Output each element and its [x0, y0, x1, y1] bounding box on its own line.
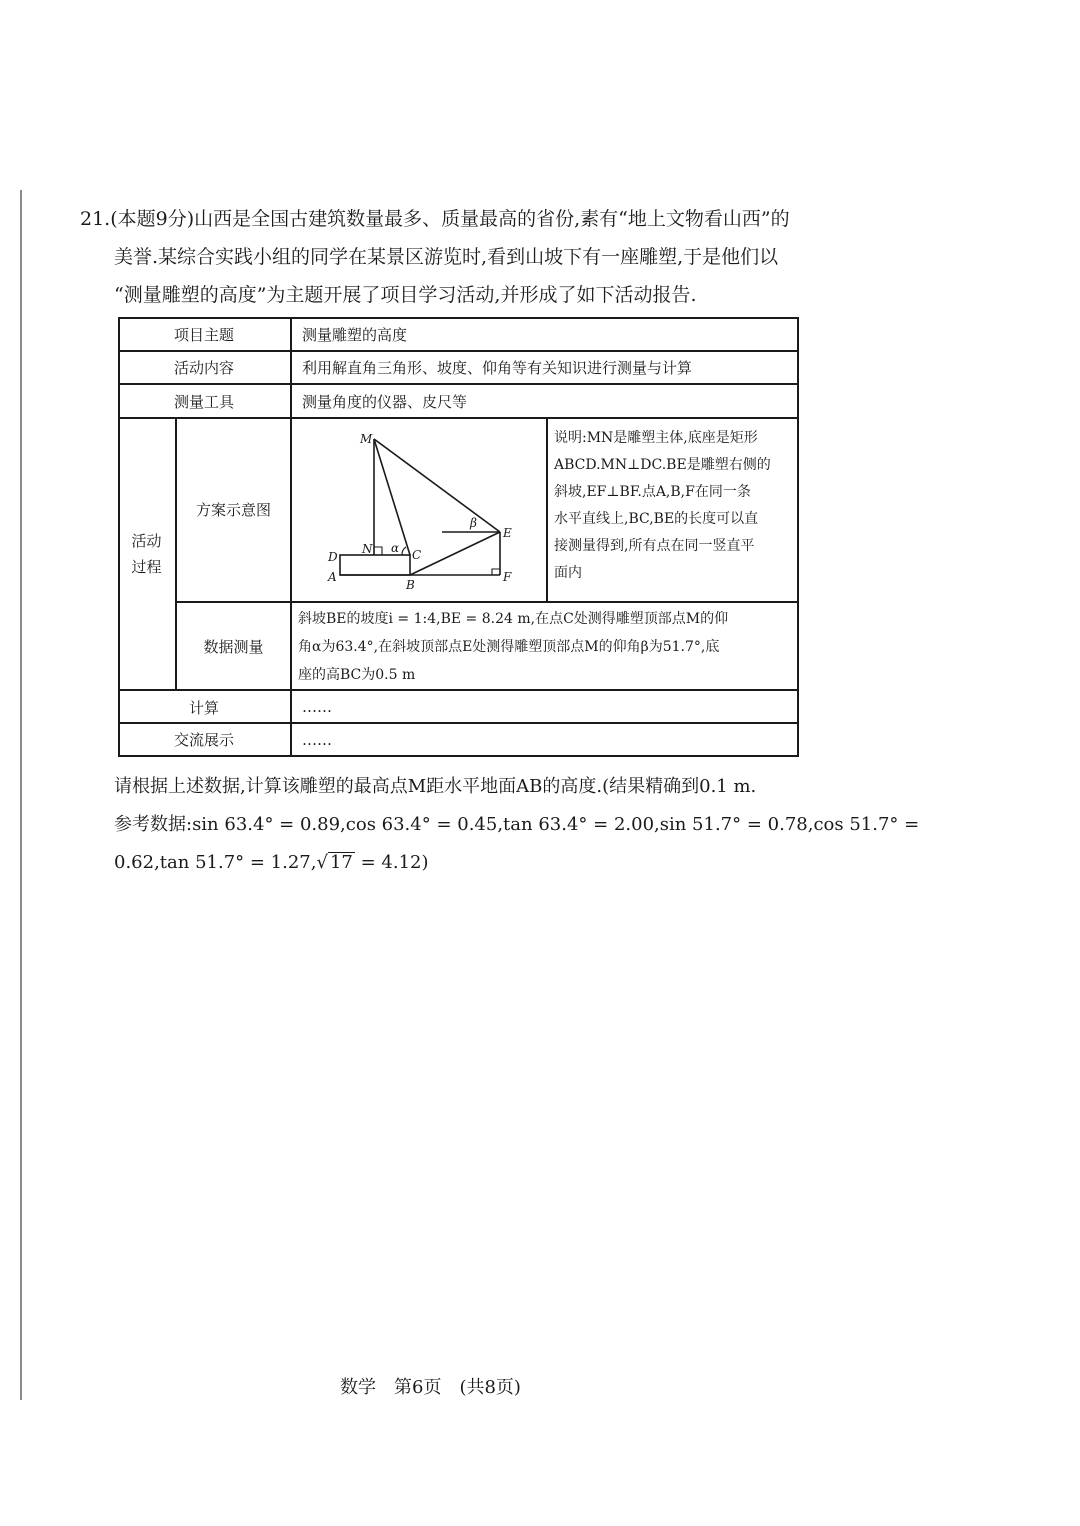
row-value-tools: 测量角度的仪器、皮尺等: [302, 392, 468, 411]
label-a: A: [328, 570, 337, 584]
activity-report-table: [118, 317, 799, 757]
label-alpha: α: [391, 541, 400, 555]
data-label: 数据测量: [203, 637, 264, 656]
label-e: E: [503, 526, 512, 540]
row-label-content: 活动内容: [173, 359, 234, 377]
row-value-calc: ……: [302, 698, 332, 716]
label-c: C: [412, 548, 422, 562]
process-label-1: 活动: [131, 532, 162, 550]
label-f: F: [503, 570, 512, 584]
footer-total: (共8页): [459, 1377, 521, 1398]
note-line: 接测量得到,所有点在同一竖直平: [554, 538, 755, 554]
diagram-note: [554, 425, 796, 587]
row-value-content: 利用解直角三角形、坡度、仰角等有关知识进行测量与计算: [302, 359, 693, 377]
sqrt-radicand: 17: [329, 852, 353, 873]
data-line: 座的高BC为0.5 m: [298, 667, 416, 683]
label-d: D: [328, 550, 338, 564]
question-line-1: [80, 200, 820, 238]
process-label: [118, 419, 175, 689]
row-label-share: 交流展示: [173, 731, 234, 749]
question-21: [80, 200, 820, 314]
row-label-topic: 项目主题: [173, 325, 234, 344]
row-label-tools: 测量工具: [173, 392, 234, 411]
slope-be: [410, 532, 500, 575]
tail-line-2: 参考数据:sin 63.4° = 0.89,cos 63.4° = 0.45,tan 63.4° = 2.00,sin 51.7° = 0.78,cos 51.7° =: [114, 814, 920, 835]
tail-line-1: 请根据上述数据,计算该雕塑的最高点M距水平地面AB的高度.(结果精确到0.1 m.: [114, 776, 757, 797]
process-label-2: 过程: [131, 558, 162, 576]
question-line-2: 美誉.某综合实践小组的同学在某景区游览时,看到山坡下有一座雕塑,于是他们以: [114, 246, 779, 268]
note-line: 水平直线上,BC,BE的长度可以直: [554, 511, 759, 527]
label-b: B: [406, 578, 415, 592]
note-line: 斜坡,EF⊥BF.点A,B,F在同一条: [554, 484, 751, 500]
row-label-calc: 计算: [188, 698, 219, 717]
question-tail: [114, 768, 920, 882]
footer-page: 第6页: [394, 1377, 442, 1398]
page-footer: [340, 1373, 539, 1399]
data-line: 斜坡BE的坡度i = 1:4,BE = 8.24 m,在点C处测得雕塑顶部点M的仰: [298, 611, 729, 627]
data-measurement-text: [298, 605, 794, 689]
row-value-share: ……: [302, 730, 332, 749]
alpha-arc: [402, 547, 406, 555]
line-mc: [374, 439, 410, 555]
question-number: 21.: [80, 208, 111, 230]
row-value-topic: 测量雕塑的高度: [302, 325, 408, 344]
note-line: ABCD.MN⊥DC.BE是雕塑右侧的: [554, 457, 771, 473]
diagram-label: 方案示意图: [195, 501, 271, 519]
line-me: [374, 439, 500, 532]
column-divider: [546, 417, 548, 601]
note-line: 面内: [554, 565, 582, 581]
binding-margin-line: [20, 190, 22, 1400]
data-line: 角α为63.4°,在斜坡顶部点E处测得雕塑顶部点M的仰角β为51.7°,底: [298, 639, 720, 655]
question-intro-1: 山西是全国古建筑数量最多、质量最高的省份,素有“地上文物看山西”的: [194, 208, 790, 230]
footer-subject: 数学: [340, 1377, 376, 1398]
tail-line-3-prefix: 0.62,tan 51.7° = 1.27,: [114, 852, 317, 873]
scheme-diagram: [292, 419, 546, 601]
note-line: 说明:MN是雕塑主体,底座是矩形: [554, 430, 758, 446]
question-score: (本题9分): [110, 208, 195, 230]
label-n: N: [362, 542, 373, 556]
label-beta: β: [470, 516, 477, 530]
label-m: M: [360, 432, 373, 446]
question-line-3: “测量雕塑的高度”为主题开展了项目学习活动,并形成了如下活动报告.: [114, 284, 697, 306]
right-angle-f: [492, 569, 500, 575]
right-angle-n: [374, 547, 382, 555]
tail-line-3-suffix: = 4.12): [354, 852, 429, 873]
tail-line-3: 0.62,tan 51.7° = 1.27,√ 17 = 4.12): [114, 852, 429, 873]
base-rectangle: [340, 555, 410, 575]
